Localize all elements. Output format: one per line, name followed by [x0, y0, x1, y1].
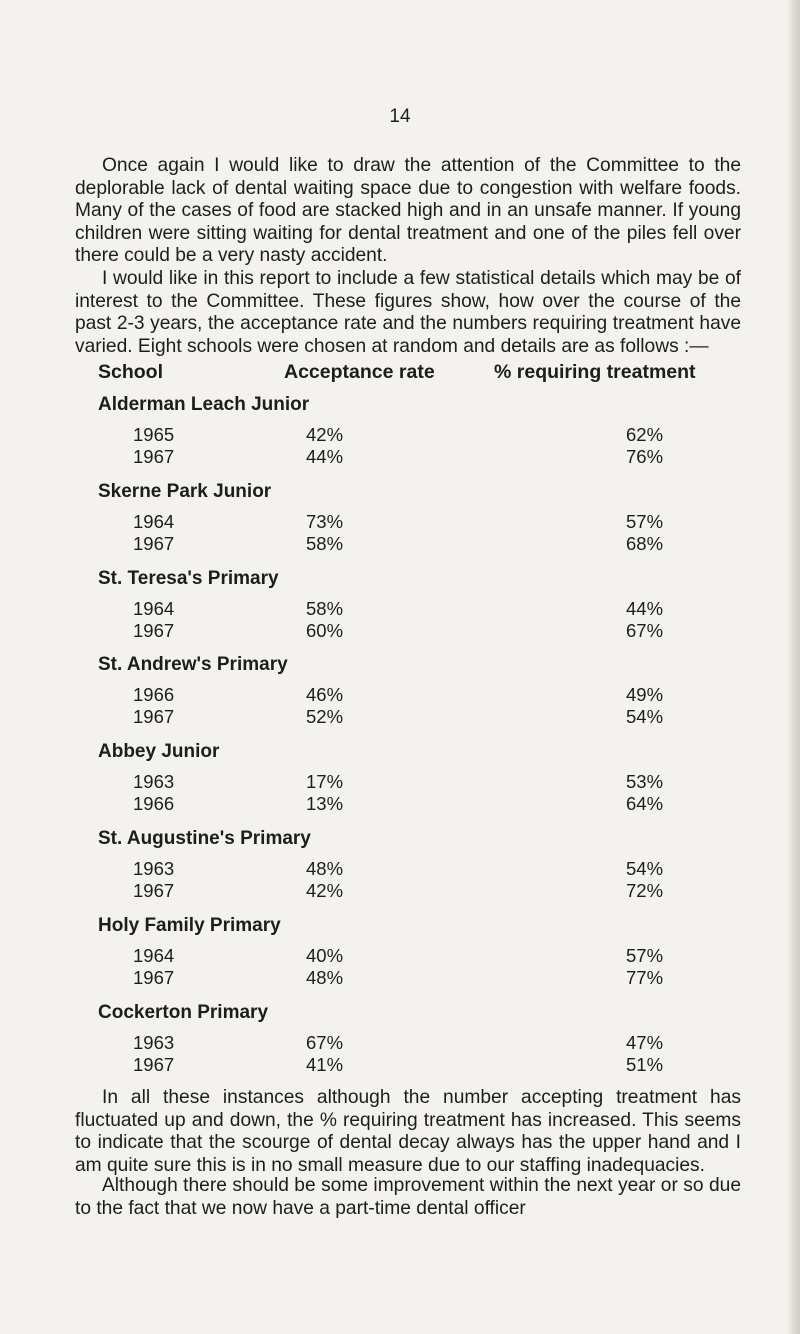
year-cell: 1967 [133, 1053, 175, 1075]
year-cell: 1965 [133, 424, 175, 445]
table-row [0, 446, 800, 468]
acceptance-cell: 52% [306, 706, 344, 728]
treatment-cell: 64% [626, 793, 664, 815]
table-row [0, 706, 800, 728]
acceptance-cell: 67% [306, 1031, 344, 1053]
table-row [0, 511, 800, 533]
acceptance-cell: 73% [306, 510, 344, 532]
school-name: St. Teresa's Primary [98, 567, 279, 589]
acceptance-cell: 41% [306, 1053, 344, 1075]
treatment-cell: 51% [626, 1053, 664, 1075]
acceptance-cell: 13% [306, 793, 344, 815]
school-name: Alderman Leach Junior [98, 394, 310, 415]
year-cell: 1967 [133, 706, 175, 728]
paragraph-closing: Although there should be some improvement within the next year or so due to the fact that we now have a part-time dental officer [75, 1175, 741, 1219]
treatment-cell: 57% [626, 510, 664, 532]
table-row [0, 880, 800, 902]
treatment-cell: 49% [626, 684, 664, 706]
treatment-cell: 44% [626, 597, 664, 619]
table-row [0, 424, 800, 446]
acceptance-cell: 42% [306, 880, 344, 901]
paragraph-intro: Once again I would like to draw the attention of the Committee to the deplorable lack of dental waiting space due to congestion with welfare foods. Many of the cases of food are stacked high and in an unsafe manner. If young children were sitting waiting for dental treatment and one of the piles fell over there could be a very nasty accident. [75, 155, 741, 266]
year-cell: 1967 [133, 532, 175, 554]
table-row [0, 684, 800, 706]
header-school: School [98, 361, 164, 383]
year-cell: 1967 [133, 619, 175, 641]
school-name: Abbey Junior [98, 741, 220, 763]
treatment-cell: 57% [626, 944, 664, 966]
year-cell: 1963 [133, 771, 175, 793]
treatment-cell: 54% [626, 858, 664, 879]
acceptance-cell: 46% [306, 684, 344, 706]
school-name: Holy Family Primary [98, 914, 281, 936]
paragraph-conclusion: In all these instances although the number accepting treatment has fluctuated up and down, the % requiring treatment has increased. This seems to indicate that the scourge of dental decay always has the upper hand and I am quite sure this is in no small measure due to our staffing inadequacies. [75, 1087, 741, 1176]
header-requiring-treatment: % requiring treatment [494, 361, 696, 383]
treatment-cell: 67% [626, 619, 664, 641]
acceptance-cell: 48% [306, 966, 344, 988]
acceptance-cell: 40% [306, 944, 344, 966]
table-row [0, 771, 800, 793]
year-cell: 1967 [133, 446, 175, 467]
table-row [0, 620, 800, 642]
table-row [0, 1032, 800, 1054]
treatment-cell: 72% [626, 880, 664, 901]
year-cell: 1966 [133, 684, 175, 706]
table-row [0, 945, 800, 967]
year-cell: 1963 [133, 1031, 175, 1053]
acceptance-cell: 58% [306, 532, 344, 554]
paragraph-statistics: I would like in this report to include a few statistical details which may be of interest to the Committee. These figures show, how over the course of the past 2-3 years, the acceptance rate and the numbers requiring treatment have varied. Eight schools were chosen at random and details are as follows :— [75, 268, 741, 357]
table-header [0, 361, 800, 385]
treatment-cell: 54% [626, 706, 664, 728]
school-name: St. Andrew's Primary [98, 654, 288, 676]
school-name: Skerne Park Junior [98, 480, 272, 502]
school-name: Cockerton Primary [98, 1001, 269, 1023]
header-acceptance-rate: Acceptance rate [284, 361, 435, 383]
year-cell: 1967 [133, 966, 175, 988]
treatment-cell: 47% [626, 1031, 664, 1053]
page-edge-shadow [786, 0, 800, 1334]
treatment-cell: 76% [626, 446, 664, 467]
year-cell: 1964 [133, 510, 175, 532]
year-cell: 1967 [133, 880, 175, 901]
table-row [0, 858, 800, 880]
year-cell: 1963 [133, 858, 175, 879]
table-row [0, 967, 800, 989]
treatment-cell: 68% [626, 532, 664, 554]
treatment-cell: 53% [626, 771, 664, 793]
year-cell: 1966 [133, 793, 175, 815]
table-row [0, 598, 800, 620]
school-name: St. Augustine's Primary [98, 828, 311, 849]
treatment-cell: 62% [626, 424, 664, 445]
acceptance-cell: 48% [306, 858, 344, 879]
acceptance-cell: 58% [306, 597, 344, 619]
year-cell: 1964 [133, 944, 175, 966]
page-number: 14 [389, 106, 411, 127]
acceptance-cell: 17% [306, 771, 344, 793]
treatment-cell: 77% [626, 966, 664, 988]
year-cell: 1964 [133, 597, 175, 619]
acceptance-cell: 42% [306, 424, 344, 445]
table-row [0, 533, 800, 555]
table-row [0, 793, 800, 815]
acceptance-cell: 44% [306, 446, 344, 467]
table-row [0, 1054, 800, 1076]
acceptance-cell: 60% [306, 619, 344, 641]
